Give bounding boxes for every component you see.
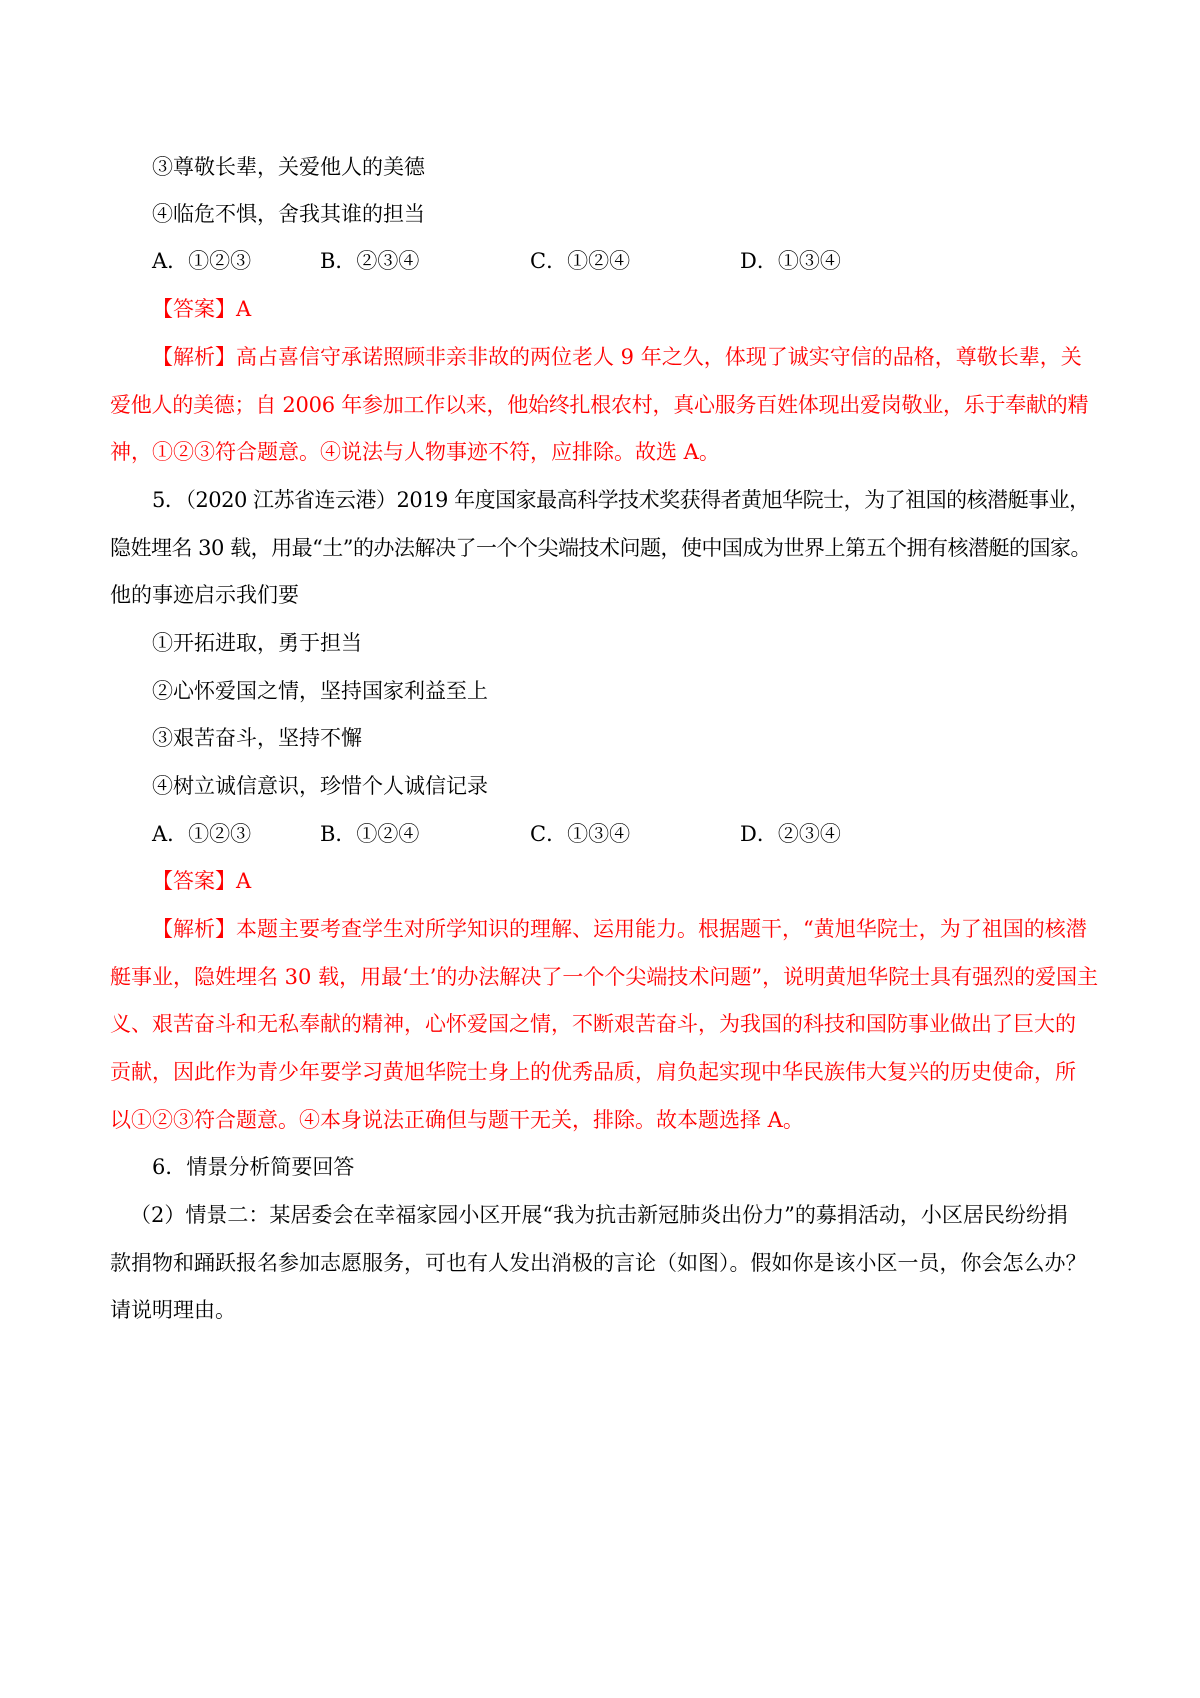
q5-choice-b: B．①②④ — [320, 822, 420, 846]
q4-analysis-line-3: 神，①②③符合题意。④说法与人物事迹不符，应排除。故选 A。 — [110, 440, 720, 464]
q4-choice-a: A．①②③ — [152, 249, 252, 273]
q5-option-1: ①开拓进取，勇于担当 — [152, 631, 362, 655]
q5-analysis-line-5: 以①②③符合题意。④本身说法正确但与题干无关，排除。故本题选择 A。 — [110, 1108, 804, 1132]
q5-option-4: ④树立诚信意识，珍惜个人诚信记录 — [152, 774, 488, 798]
q5-stem-line-2: 隐姓埋名 30 载，用最“土”的办法解决了一个个尖端技术问题，使中国成为世界上第五个拥有核潜艇的国家。 — [110, 536, 1092, 560]
q5-option-3: ③艰苦奋斗，坚持不懈 — [152, 726, 362, 750]
q4-choice-c: C．①②④ — [530, 249, 631, 273]
q4-analysis-line-1: 【解析】高占喜信守承诺照顾非亲非故的两位老人 9 年之久，体现了诚实守信的品格，尊敬长辈，关 — [152, 345, 1082, 369]
q5-choice-d: D．②③④ — [740, 822, 841, 846]
q6-scenario-line-3: 请说明理由。 — [110, 1298, 236, 1322]
q4-answer: 【答案】A — [152, 297, 252, 321]
q5-answer: 【答案】A — [152, 869, 252, 893]
q6-title: 6．情景分析简要回答 — [152, 1155, 355, 1179]
q4-option-4: ④临危不惧，舍我其谁的担当 — [152, 202, 425, 226]
q6-scenario-line-1: （2）情景二：某居委会在幸福家园小区开展“我为抗击新冠肺炎出份力”的募捐活动，小区居民纷纷捐 — [130, 1203, 1068, 1227]
q4-option-3: ③尊敬长辈，关爱他人的美德 — [152, 155, 425, 179]
q4-choice-d: D．①③④ — [740, 249, 841, 273]
q5-analysis-line-3: 义、艰苦奋斗和无私奉献的精神，心怀爱国之情，不断艰苦奋斗，为我国的科技和国防事业做出了巨大的 — [110, 1012, 1076, 1036]
q4-analysis-line-2: 爱他人的美德；自 2006 年参加工作以来，他始终扎根农村，真心服务百姓体现出爱岗敬业，乐于奉献的精 — [110, 393, 1089, 417]
q5-stem-line-1: 5．（2020 江苏省连云港）2019 年度国家最高科学技术奖获得者黄旭华院士，为了祖国的核潜艇事业， — [152, 488, 1090, 512]
q5-choice-c: C．①③④ — [530, 822, 631, 846]
q5-analysis-line-2: 艇事业，隐姓埋名 30 载，用最‘土’的办法解决了一个个尖端技术问题”，说明黄旭华院士具有强烈的爱国主 — [110, 965, 1099, 989]
q6-scenario-line-2: 款捐物和踊跃报名参加志愿服务，可也有人发出消极的言论（如图）。假如你是该小区一员，你会怎么办？ — [110, 1251, 1087, 1275]
q5-choice-a: A．①②③ — [152, 822, 252, 846]
q5-analysis-line-4: 贡献，因此作为青少年要学习黄旭华院士身上的优秀品质，肩负起实现中华民族伟大复兴的历史使命，所 — [110, 1060, 1076, 1084]
q5-analysis-line-1: 【解析】本题主要考查学生对所学知识的理解、运用能力。根据题干，“黄旭华院士，为了祖国的核潜 — [152, 917, 1087, 941]
q5-stem-line-3: 他的事迹启示我们要 — [110, 583, 299, 607]
q5-option-2: ②心怀爱国之情，坚持国家利益至上 — [152, 679, 488, 703]
q4-choice-b: B．②③④ — [320, 249, 420, 273]
